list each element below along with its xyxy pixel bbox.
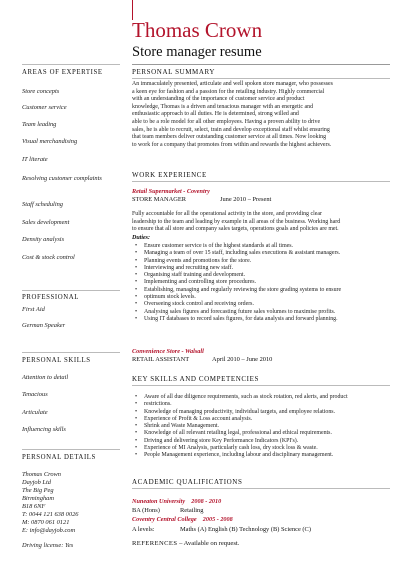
edu2-line [132, 526, 311, 533]
edu1-degree: BA (Hons) [132, 507, 160, 514]
section-divider [132, 78, 390, 79]
expertise-item: Staff scheduling [22, 201, 64, 208]
duty-item: • Planning events and promotions for the store. [132, 258, 394, 265]
header-accent-rule [132, 0, 133, 20]
job1-desc-line: leadership to the team and leading by example in all areas of the business. Working hard [132, 218, 341, 225]
work-heading: WORK EXPERIENCE [132, 171, 207, 179]
personal-details-heading: PERSONAL DETAILS [22, 454, 96, 461]
left-divider [22, 449, 120, 450]
phone-line: T: 0044 121 638 0026 [22, 511, 79, 518]
duties-label: Duties: [132, 235, 150, 241]
duty-item: • Establishing, managing and regularly reviewing the store grading systems to ensure [132, 287, 394, 294]
summary-line: with an understanding of the importance of customer service and product [132, 96, 305, 103]
expertise-item: Sales development [22, 219, 70, 226]
detail-line: Thomas Crown [22, 471, 62, 478]
skills-heading: KEY SKILLS AND COMPETENCIES [132, 375, 259, 383]
job1-employer: Retail Supermarket - Coventry [132, 188, 210, 195]
references [132, 540, 239, 547]
duty-item-continued: • optimum stock levels. [132, 294, 394, 301]
summary-line: that team members deliver outstanding customer service at all times. Now looking [132, 134, 327, 141]
candidate-name: Thomas Crown [132, 18, 263, 42]
personal-skill-item: Tenacious [22, 391, 48, 398]
summary-line: enthusiastic approach to all duties. He is determined, strong willed and [132, 111, 299, 118]
left-divider [22, 64, 120, 65]
skill-item: • Experience of MI Analysis, particularly cash loss, dry stock loss & waste. [132, 445, 394, 452]
personal-skills-heading: PERSONAL SKILLS [22, 357, 91, 364]
skill-item-continued: • restrictions. [132, 401, 394, 408]
summary-line: An immaculately presented, articulate and well spoken store manager, who possesses [132, 81, 333, 87]
edu2-institution: Coventry Central College 2005 - 2008 [132, 516, 233, 523]
expertise-item: Resolving customer complaints [22, 175, 102, 182]
section-divider [132, 181, 390, 182]
detail-line: Birmingham [22, 495, 54, 502]
mobile-line: M: 0870 061 0121 [22, 519, 70, 526]
references-text: – Available on request. [179, 540, 240, 547]
skill-item: • Knowledge of managing productivity, individual targets, and employee relations. [132, 409, 394, 416]
skill-item: • Experience of Profit & Loss account analysis. [132, 416, 394, 423]
driving-license: Driving license: Yes [22, 542, 74, 549]
detail-line: Dayjob Ltd [22, 479, 51, 486]
job1-desc-line: Fully accountable for all the operational activity in the store, and providing clear [132, 211, 322, 217]
summary-line: sales, he is able to recruit, select, train and develop exceptional staff whilst ensuring [132, 126, 330, 133]
summary-line: a keen eye for fashion and a passion for the retailing industry. Highly commercial [132, 88, 325, 95]
professional-item: German Speaker [22, 322, 66, 329]
job1-dates: June 2010 – Present [220, 196, 272, 203]
duty-item: • Interviewing and recruiting new staff. [132, 265, 394, 272]
section-divider [132, 385, 390, 386]
expertise-item: Store concepts [22, 88, 60, 95]
expertise-item: Cost & stock control [22, 254, 75, 261]
expertise-item: Visual merchandising [22, 138, 78, 145]
left-divider [22, 352, 120, 353]
duties-list [132, 243, 394, 323]
summary-line: able to be a role model for all other employees. Having a proven ability to drive [132, 118, 321, 125]
left-divider [22, 290, 120, 291]
section-divider [132, 488, 390, 489]
duty-item: • Implementing and controlling store procedures. [132, 279, 394, 286]
summary-line: to work for a company that promotes from within and rewards the highest achievers. [132, 141, 332, 148]
job1-line [132, 196, 271, 203]
duty-item: • Overseeing stock control and receiving orders. [132, 301, 394, 308]
expertise-item: IT literate [22, 156, 48, 163]
skill-item: • People Management experience, including labour and disciplinary management. [132, 452, 394, 459]
duty-item: • Organising staff training and development. [132, 272, 394, 279]
duty-item: • Managing a team of over 15 staff, including sales executions & assistant managers. [132, 250, 394, 257]
edu1-institution: Nuneaton University 2008 - 2010 [132, 498, 222, 505]
job2-employer: Convenience Store - Walsall [132, 348, 204, 355]
summary-line: knowledge, Thomas is a driven and tenacious manager with an energetic and [132, 103, 314, 110]
detail-line: B18 6NF [22, 503, 46, 510]
edu2-levels: Maths (A) English (B) Technology (B) Science (C) [180, 526, 311, 533]
edu1-line [132, 507, 203, 514]
personal-skill-item: Attention to detail [22, 374, 69, 381]
job1-title: STORE MANAGER [132, 196, 187, 203]
duty-item: • Analysing sales figures and forecasting future sales volumes to maximise profits. [132, 309, 394, 316]
detail-line: The Big Peg [22, 487, 54, 494]
skill-item: • Knowledge of all relevant retailing legal, professional and ethical requirements. [132, 430, 394, 437]
expertise-item: Customer service [22, 104, 67, 111]
references-label: REFERENCES [132, 540, 178, 547]
expertise-item: Density analysis [22, 236, 65, 243]
duty-item: • Ensure customer service is of the highest standards at all times. [132, 243, 394, 250]
edu2-levels-label: A levels: [132, 526, 155, 533]
personal-skill-item: Articulate [22, 409, 48, 416]
professional-heading: PROFESSIONAL [22, 294, 80, 301]
resume-subtitle: Store manager resume [132, 44, 262, 60]
duty-item: • Using IT databases to record sales figures, for data analysis and forward planning. [132, 316, 394, 323]
personal-skill-item: Influencing skills [22, 426, 66, 433]
summary-text [132, 81, 394, 149]
skill-item: • Shrink and Waste Management. [132, 423, 394, 430]
skill-item: • Aware of all due diligence requirements, such as stock rotation, red alerts, and product [132, 394, 394, 401]
job2-line [132, 356, 272, 363]
professional-item: First Aid [22, 306, 45, 313]
job2-dates: April 2010 – June 2010 [212, 356, 273, 363]
email-line: E: info@dayjob.com [22, 527, 76, 534]
expertise-item: Team leading [22, 121, 57, 128]
edu1-subject: Retailing [180, 507, 204, 514]
skills-list [132, 394, 394, 460]
summary-heading: PERSONAL SUMMARY [132, 68, 216, 76]
header-divider [132, 64, 390, 65]
job2-title: RETAIL ASSISTANT [132, 356, 190, 363]
job1-desc-line: to ensure that all store and company sales targets, operations goals and policies are met. [132, 226, 339, 233]
skill-item: • Driving and delivering store Key Performance Indicators (KPI's). [132, 438, 394, 445]
job1-description [132, 211, 394, 234]
academic-heading: ACADEMIC QUALIFICATIONS [132, 478, 243, 486]
expertise-heading: AREAS OF EXPERTISE [22, 69, 103, 76]
